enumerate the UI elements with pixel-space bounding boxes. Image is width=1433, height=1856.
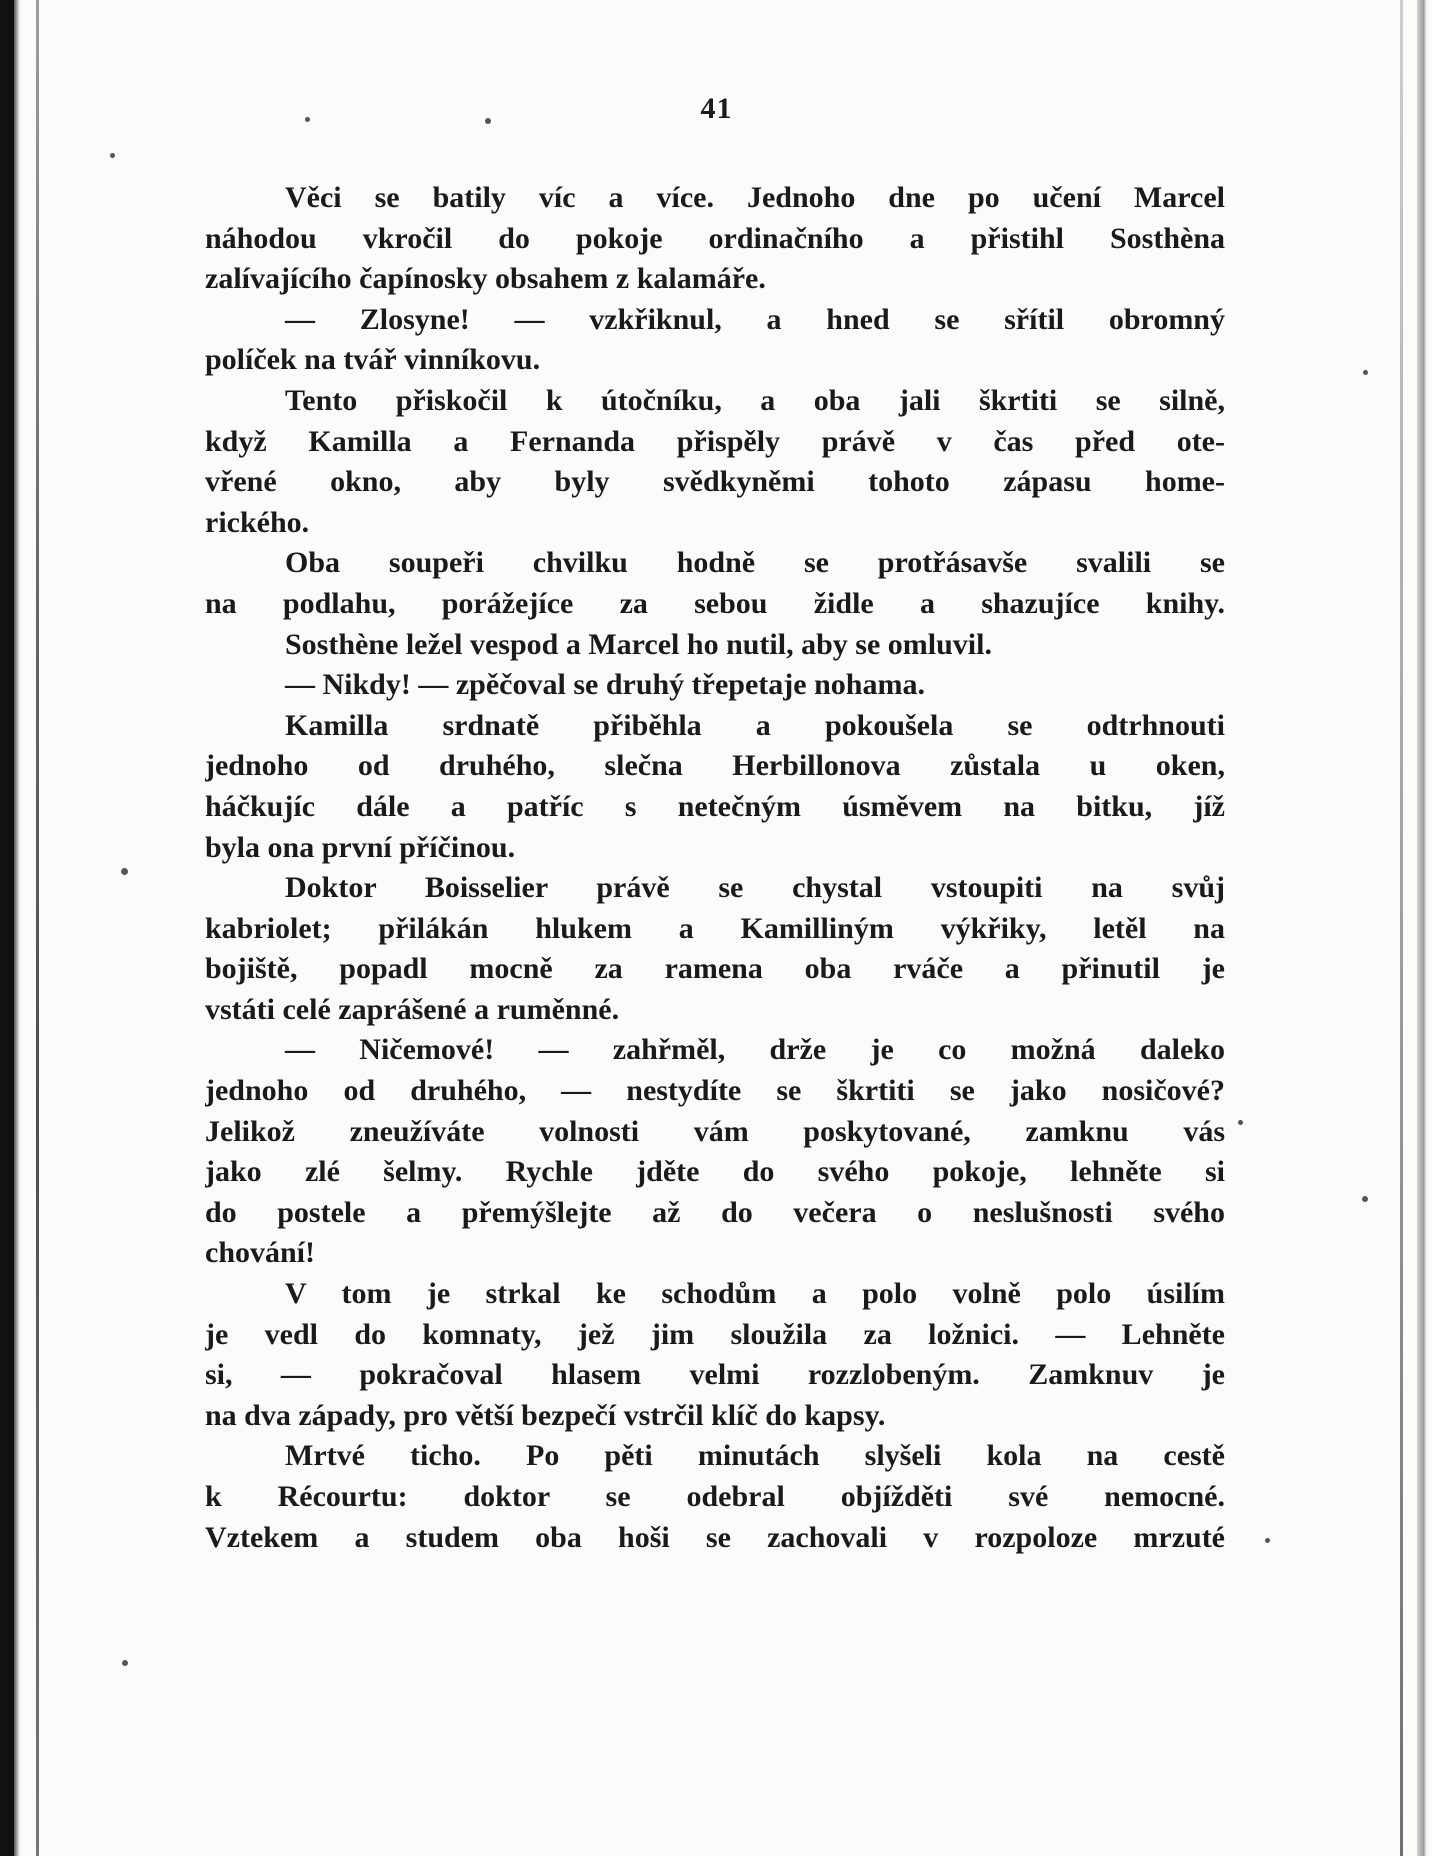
text-line: k Récourtu: doktor se odebral objížděti své nemocné. [205,1480,1225,1513]
text-line: když Kamilla a Fernanda přispěly právě v čas před ote- [205,424,1225,458]
text-line: Tento přiskočil k útočníku, a oba jali škrtiti se silně, [285,383,1225,417]
text-line: háčkujíc dále a patříc s netečným úsměvem na bitku, jíž [205,789,1225,823]
scan-edge-shadow [14,0,20,1856]
dust-speck [122,1660,128,1666]
text-line: chování! [205,1236,316,1270]
text-line: — Zlosyne! — vzkřiknul, a hned se sřítil obromný [285,302,1225,336]
text-line: Věci se batily víc a více. Jednoho dne po učení Marcel [285,181,1225,214]
text-line: je vedl do komnaty, jež jim sloužila za ložnici. — Lehněte [205,1317,1225,1351]
text-line: Oba soupeři chvilku hodně se protřásavše svalili se [285,546,1225,580]
text-line: byla ona první příčinou. [205,830,516,864]
dust-speck [1265,1538,1270,1543]
text-line: zalívajícího čapínosky obsahem z kalamáře. [205,262,766,296]
text-line: vřené okno, aby byly svědkyněmi tohoto zápasu home- [205,465,1225,499]
scan-edge-left [0,0,14,1856]
scan-edge-right [1417,0,1433,1856]
text-line: si, — pokračoval hlasem velmi rozzlobeným. Zamknuv je [205,1358,1225,1392]
text-line: — Ničemové! — zahřměl, drže je co možná daleko [285,1033,1225,1067]
text-line: jednoho od druhého, — nestydíte se škrtiti se jako nosičové? [205,1074,1225,1108]
page-fold-right [1400,0,1403,1856]
text-line: — Nikdy! — zpěčoval se druhý třepetaje nohama. [285,668,925,702]
page-number: 41 [700,92,733,125]
text-line: Jelikož zneužíváte volnosti vám poskytované, zamknu vás [205,1114,1225,1148]
dust-speck [110,153,115,158]
text-line: políček na tvář vinníkovu. [205,343,541,377]
text-line: jednoho od druhého, slečna Herbillonova zůstala u oken, [205,749,1225,783]
text-line: Vztekem a studem oba hoši se zachovali v rozpoloze mrzuté [205,1520,1225,1554]
text-line: na dva západy, pro větší bezpečí vstrčil klíč do kapsy. [205,1398,886,1432]
text-line: Kamilla srdnatě přiběhla a pokoušela se odtrhnouti [285,708,1225,742]
text-line: rického. [205,505,310,539]
dust-speck [1363,370,1368,375]
text-line: Sosthène ležel vespod a Marcel ho nutil, aby se omluvil. [285,627,992,661]
text-line: Mrtvé ticho. Po pěti minutách slyšeli kola na cestě [285,1439,1225,1473]
dust-speck [1238,1120,1243,1125]
text-line: jako zlé šelmy. Rychle jděte do svého pokoje, lehněte si [205,1155,1225,1189]
text-line: V tom je strkal ke schodům a polo volně polo úsilím [285,1277,1225,1311]
binding-line [36,0,39,1856]
text-line: do postele a přemýšlejte až do večera o neslušnosti svého [205,1195,1225,1229]
text-line: bojiště, popadl mocně za ramena oba rváče a přinutil je [205,952,1225,986]
dust-speck [1362,1196,1368,1202]
text-line: na podlahu, porážejíce za sebou židle a shazujíce knihy. [205,586,1225,620]
text-line: náhodou vkročil do pokoje ordinačního a přistihl Sosthèna [205,221,1225,255]
body-text [205,178,1225,1558]
dust-speck [121,868,128,875]
text-line: Doktor Boisselier právě se chystal vstoupiti na svůj [285,871,1225,905]
text-line: vstáti celé zaprášené a ruměnné. [205,992,620,1026]
text-line: kabriolet; přilákán hlukem a Kamilliným výkřiky, letěl na [205,911,1225,945]
